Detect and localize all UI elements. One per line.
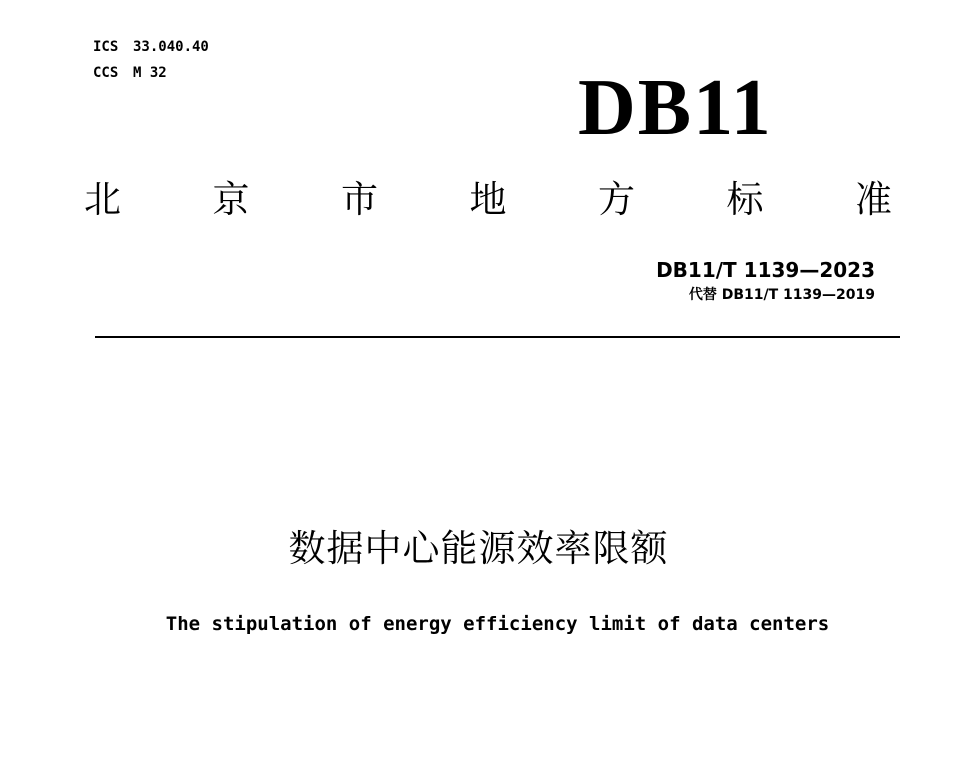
document-title-english: The stipulation of energy efficiency limit of data centers bbox=[165, 613, 830, 635]
classification-codes bbox=[93, 34, 209, 86]
organization-char: 市 bbox=[341, 178, 378, 221]
ics-row bbox=[93, 34, 209, 60]
ics-label: ICS bbox=[93, 39, 119, 55]
replaces-standard: 代替 DB11/T 1139—2019 bbox=[688, 287, 875, 303]
organization-char: 准 bbox=[855, 178, 892, 221]
organization-name bbox=[84, 176, 892, 224]
document-title-chinese: 数据中心能源效率限额 bbox=[288, 527, 669, 570]
ccs-value: M 32 bbox=[133, 65, 167, 81]
ics-value: 33.040.40 bbox=[133, 39, 209, 55]
standard-number: DB11/T 1139—2023 bbox=[656, 258, 875, 282]
organization-char: 地 bbox=[469, 178, 507, 221]
organization-char: 北 bbox=[84, 178, 121, 221]
standard-number-block bbox=[656, 256, 875, 306]
db11-logo: DB11 bbox=[578, 64, 773, 152]
organization-char: 标 bbox=[726, 178, 764, 221]
organization-char: 京 bbox=[212, 178, 250, 221]
header-divider bbox=[95, 336, 900, 338]
organization-char: 方 bbox=[598, 178, 635, 221]
ccs-label: CCS bbox=[93, 65, 119, 81]
ccs-row bbox=[93, 60, 209, 86]
